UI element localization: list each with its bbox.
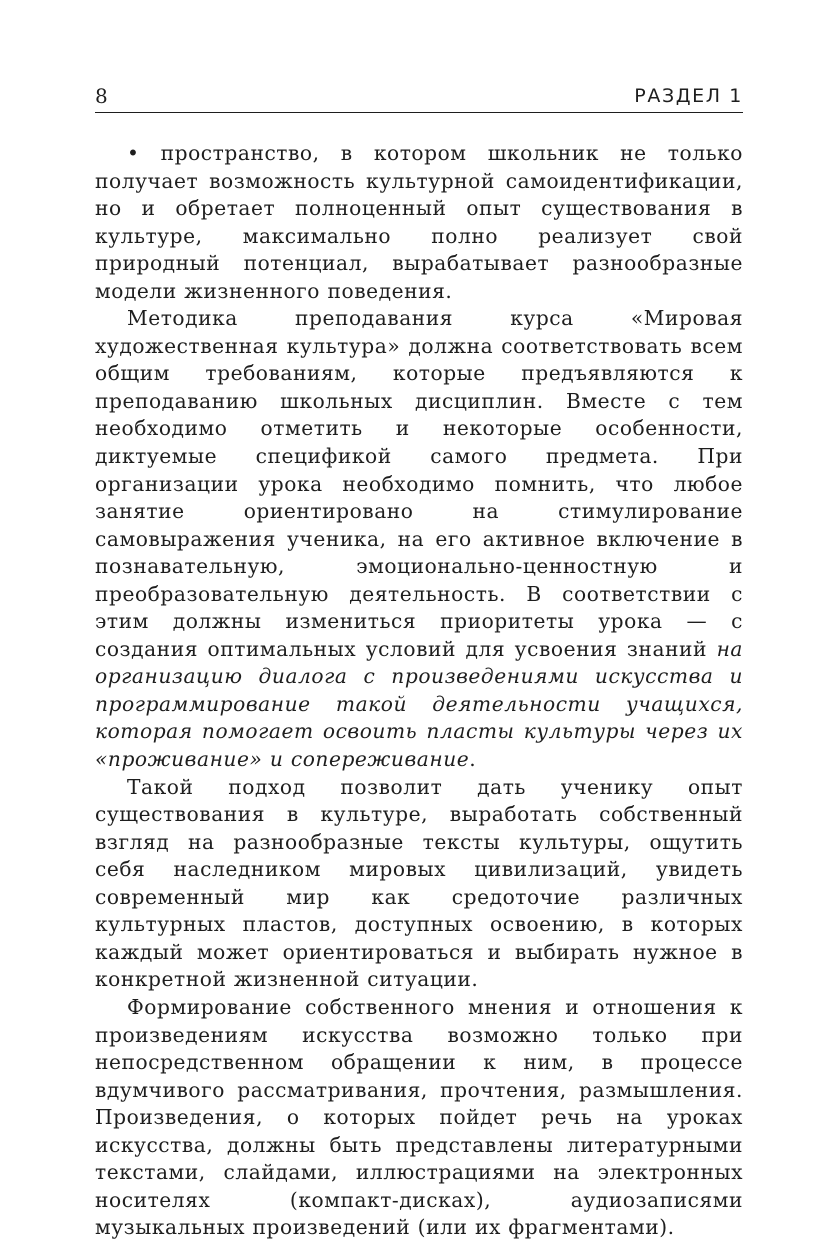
paragraph-methodology-end: . xyxy=(469,747,477,772)
paragraph-methodology xyxy=(95,305,743,773)
running-head xyxy=(95,78,743,113)
bullet-paragraph xyxy=(95,140,743,305)
paragraph-methodology-emphasis: на организацию диалога с произведениями искусства и программирование такой деятельности учащихся, которая помогает освоить пласты культуры через их «проживание» и сопереживание xyxy=(95,636,743,772)
bullet-marker: • xyxy=(127,141,140,165)
paragraph-methodology-text: Методика преподавания курса «Мировая художественная культура» должна соответствовать всем общим требованиям, которые предъявляются к преподаванию школьных дисциплин. Вместе с тем необходимо отметить и некоторые особенности, диктуемые спецификой самого предмета. При организации урока необходимо помнить, что любое занятие ориентировано на стимулирование самовыражения ученика, на его активное включение в познавательную, эмоционально-ценностную и преобразовательную деятельность. В соответствии с этим должны измениться приоритеты урока — с создания оптимальных условий для усвоения знаний xyxy=(95,306,743,661)
body-text xyxy=(95,140,743,1242)
page xyxy=(95,78,743,1242)
paragraph-approach: Такой подход позволит дать ученику опыт существования в культуре, выработать собственный взгляд на разнообразные тексты культуры, ощутить себя наследником мировых цивилизаций, увидеть современный мир как средоточие различных культурных пластов, доступных освоению, в которых каждый может ориентироваться и выбирать нужное в конкретной жизненной ситуации. xyxy=(95,774,743,992)
paragraph-opinion: Формирование собственного мнения и отношения к произведениям искусства возможно только при непосредственном обращении к ним, в процессе вдумчивого рассматривания, прочтения, размышления. Произведения, о которых пойдет речь на уроках искусства, должны быть представлены литературными текстами, слайдами, иллюстрациями на электронных носителях (компакт-дисках), аудиозаписями музыкальных произведений (или их фрагментами). xyxy=(95,994,743,1240)
page-number: 8 xyxy=(95,84,108,108)
bullet-text: пространство, в котором школьник не только получает возможность культурной самоидентификации, но и обретает полноценный опыт существования в культуре, максимально полно реализует свой природный потенциал, вырабатывает разнообразные модели жизненного поведения. xyxy=(95,141,743,303)
section-label: РАЗДЕЛ 1 xyxy=(634,85,743,107)
